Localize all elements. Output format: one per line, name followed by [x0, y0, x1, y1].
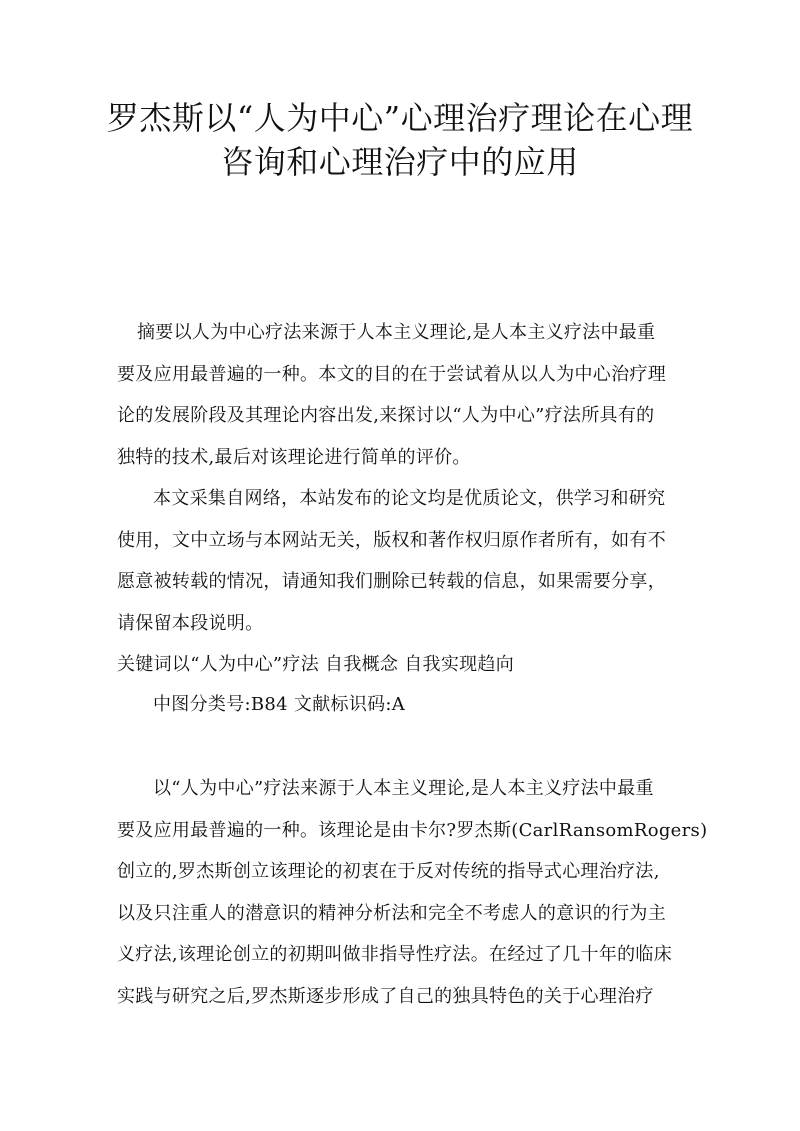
notice-line: 愿意被转载的情况，请通知我们删除已转载的信息，如果需要分享，	[117, 571, 666, 592]
classification-line: 中图分类号:B84 文献标识码:A	[153, 694, 406, 715]
main-line: 以及只注重人的潜意识的精神分析法和完全不考虑人的意识的行为主	[117, 902, 666, 924]
notice-line: 使用，文中立场与本网站无关，版权和著作权归原作者所有，如有不	[117, 529, 666, 551]
abstract-line: 摘要以人为中心疗法来源于人本主义理论,是人本主义疗法中最重	[137, 322, 656, 343]
main-line: 实践与研究之后,罗杰斯逐步形成了自己的独具特色的关于心理治疗	[117, 985, 654, 1007]
main-line: 义疗法,该理论创立的初期叫做非指导性疗法。在经过了几十年的临床	[117, 944, 673, 965]
abstract-line: 独特的技术,最后对该理论进行简单的评价。	[117, 446, 471, 468]
keywords-line: 关键词以“人为中心”疗法 自我概念 自我实现趋向	[117, 654, 515, 675]
main-line: 创立的,罗杰斯创立该理论的初衷在于反对传统的指导式心理治疗法,	[117, 861, 660, 882]
notice-line: 本文采集自网络，本站发布的论文均是优质论文，供学习和研究	[153, 488, 666, 509]
abstract-line: 要及应用最普遍的一种。本文的目的在于尝试着从以人为中心治疗理	[117, 363, 666, 385]
title-line: 罗杰斯以“人为中心”心理治疗理论在心理	[106, 99, 694, 137]
main-line: 以“人为中心”疗法来源于人本主义理论,是人本主义疗法中最重	[153, 778, 654, 799]
copyright-notice-paragraph	[117, 478, 687, 644]
notice-line: 请保留本段说明。	[117, 612, 264, 634]
title-line: 咨询和心理治疗中的应用	[221, 143, 579, 181]
abstract-line: 论的发展阶段及其理论内容出发,来探讨以“人为中心”疗法所具有的	[117, 405, 655, 426]
main-paragraph	[117, 768, 708, 1017]
abstract-paragraph	[117, 312, 687, 478]
document-title	[100, 96, 700, 184]
main-line: 要及应用最普遍的一种。该理论是由卡尔?罗杰斯(CarlRansomRogers)	[117, 819, 708, 841]
